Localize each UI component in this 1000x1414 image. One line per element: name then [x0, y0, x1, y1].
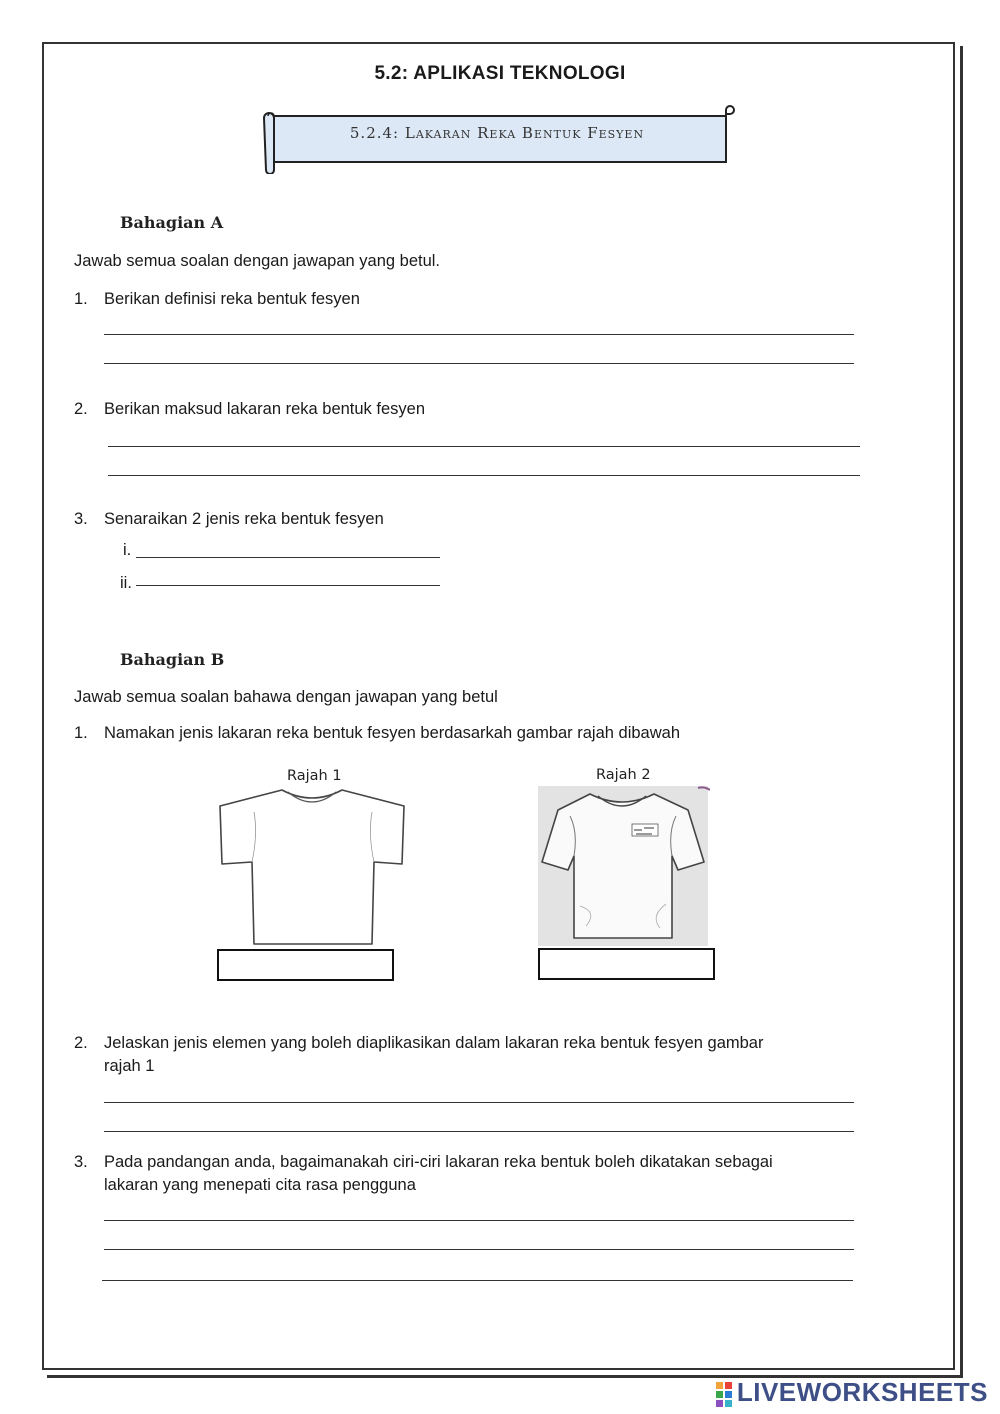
figure-2-answer-box[interactable]	[538, 948, 715, 980]
tshirt-illustrated-sketch-icon	[538, 786, 710, 948]
a-q1-answer-line-1[interactable]	[104, 334, 854, 335]
a-q2-answer-line-1[interactable]	[108, 446, 860, 447]
b-q3-answer-line-2[interactable]	[104, 1249, 854, 1250]
a-q3-item-2-marker: ii.	[120, 574, 132, 592]
b-q3-answer-line-3[interactable]	[102, 1280, 853, 1281]
banner-title: 5.2.4: Lakaran Reka Bentuk Fesyen	[349, 124, 645, 142]
brand-tiles-icon	[715, 1381, 735, 1408]
b-q3-text-line-2: lakaran yang menepati cita rasa pengguna	[104, 1176, 416, 1194]
chest-logo-icon	[632, 824, 658, 836]
a-q1-text: Berikan definisi reka bentuk fesyen	[104, 290, 360, 308]
figure-2-label: Rajah 2	[596, 767, 651, 783]
page-title: 5.2: APLIKASI TEKNOLOGI	[374, 63, 626, 84]
figure-1-answer-box[interactable]	[217, 949, 394, 981]
b-q2-text-line-2: rajah 1	[104, 1057, 155, 1075]
a-q2-text: Berikan maksud lakaran reka bentuk fesyen	[104, 400, 426, 418]
b-q2-text-line-1: Jelaskan jenis elemen yang boleh diaplikasikan dalam lakaran reka bentuk fesyen gambar	[104, 1034, 764, 1052]
a-q2-number: 2.	[74, 400, 88, 418]
section-b-instruction: Jawab semua soalan bahawa dengan jawapan yang betul	[74, 688, 498, 706]
b-q1-number: 1.	[74, 724, 88, 742]
b-q2-answer-line-2[interactable]	[104, 1131, 854, 1132]
b-q3-text-line-1: Pada pandangan anda, bagaimanakah ciri-ciri lakaran reka bentuk boleh dikatakan sebagai	[104, 1153, 773, 1171]
brand-name: LIVEWORKSHEETS	[736, 1377, 988, 1407]
a-q3-text: Senaraikan 2 jenis reka bentuk fesyen	[104, 510, 384, 528]
a-q3-answer-2[interactable]	[136, 585, 440, 586]
b-q2-answer-line-1[interactable]	[104, 1102, 854, 1103]
a-q3-answer-1[interactable]	[136, 557, 440, 558]
a-q1-number: 1.	[74, 290, 88, 308]
b-q1-text: Namakan jenis lakaran reka bentuk fesyen berdasarkah gambar rajah dibawah	[104, 724, 681, 742]
b-q3-number: 3.	[74, 1153, 88, 1171]
section-a-instruction: Jawab semua soalan dengan jawapan yang betul.	[74, 252, 441, 270]
liveworksheets-logo	[715, 1377, 988, 1408]
a-q3-number: 3.	[74, 510, 88, 528]
a-q1-answer-line-2[interactable]	[104, 363, 854, 364]
a-q2-answer-line-2[interactable]	[108, 475, 860, 476]
section-a-heading: Bahagian A	[120, 213, 224, 232]
a-q3-item-1-marker: i.	[123, 541, 132, 559]
b-q3-answer-line-1[interactable]	[104, 1220, 854, 1221]
tshirt-flat-sketch-icon	[214, 786, 410, 950]
figure-1-label: Rajah 1	[287, 768, 342, 784]
section-b-heading: Bahagian B	[120, 650, 225, 669]
b-q2-number: 2.	[74, 1034, 88, 1052]
